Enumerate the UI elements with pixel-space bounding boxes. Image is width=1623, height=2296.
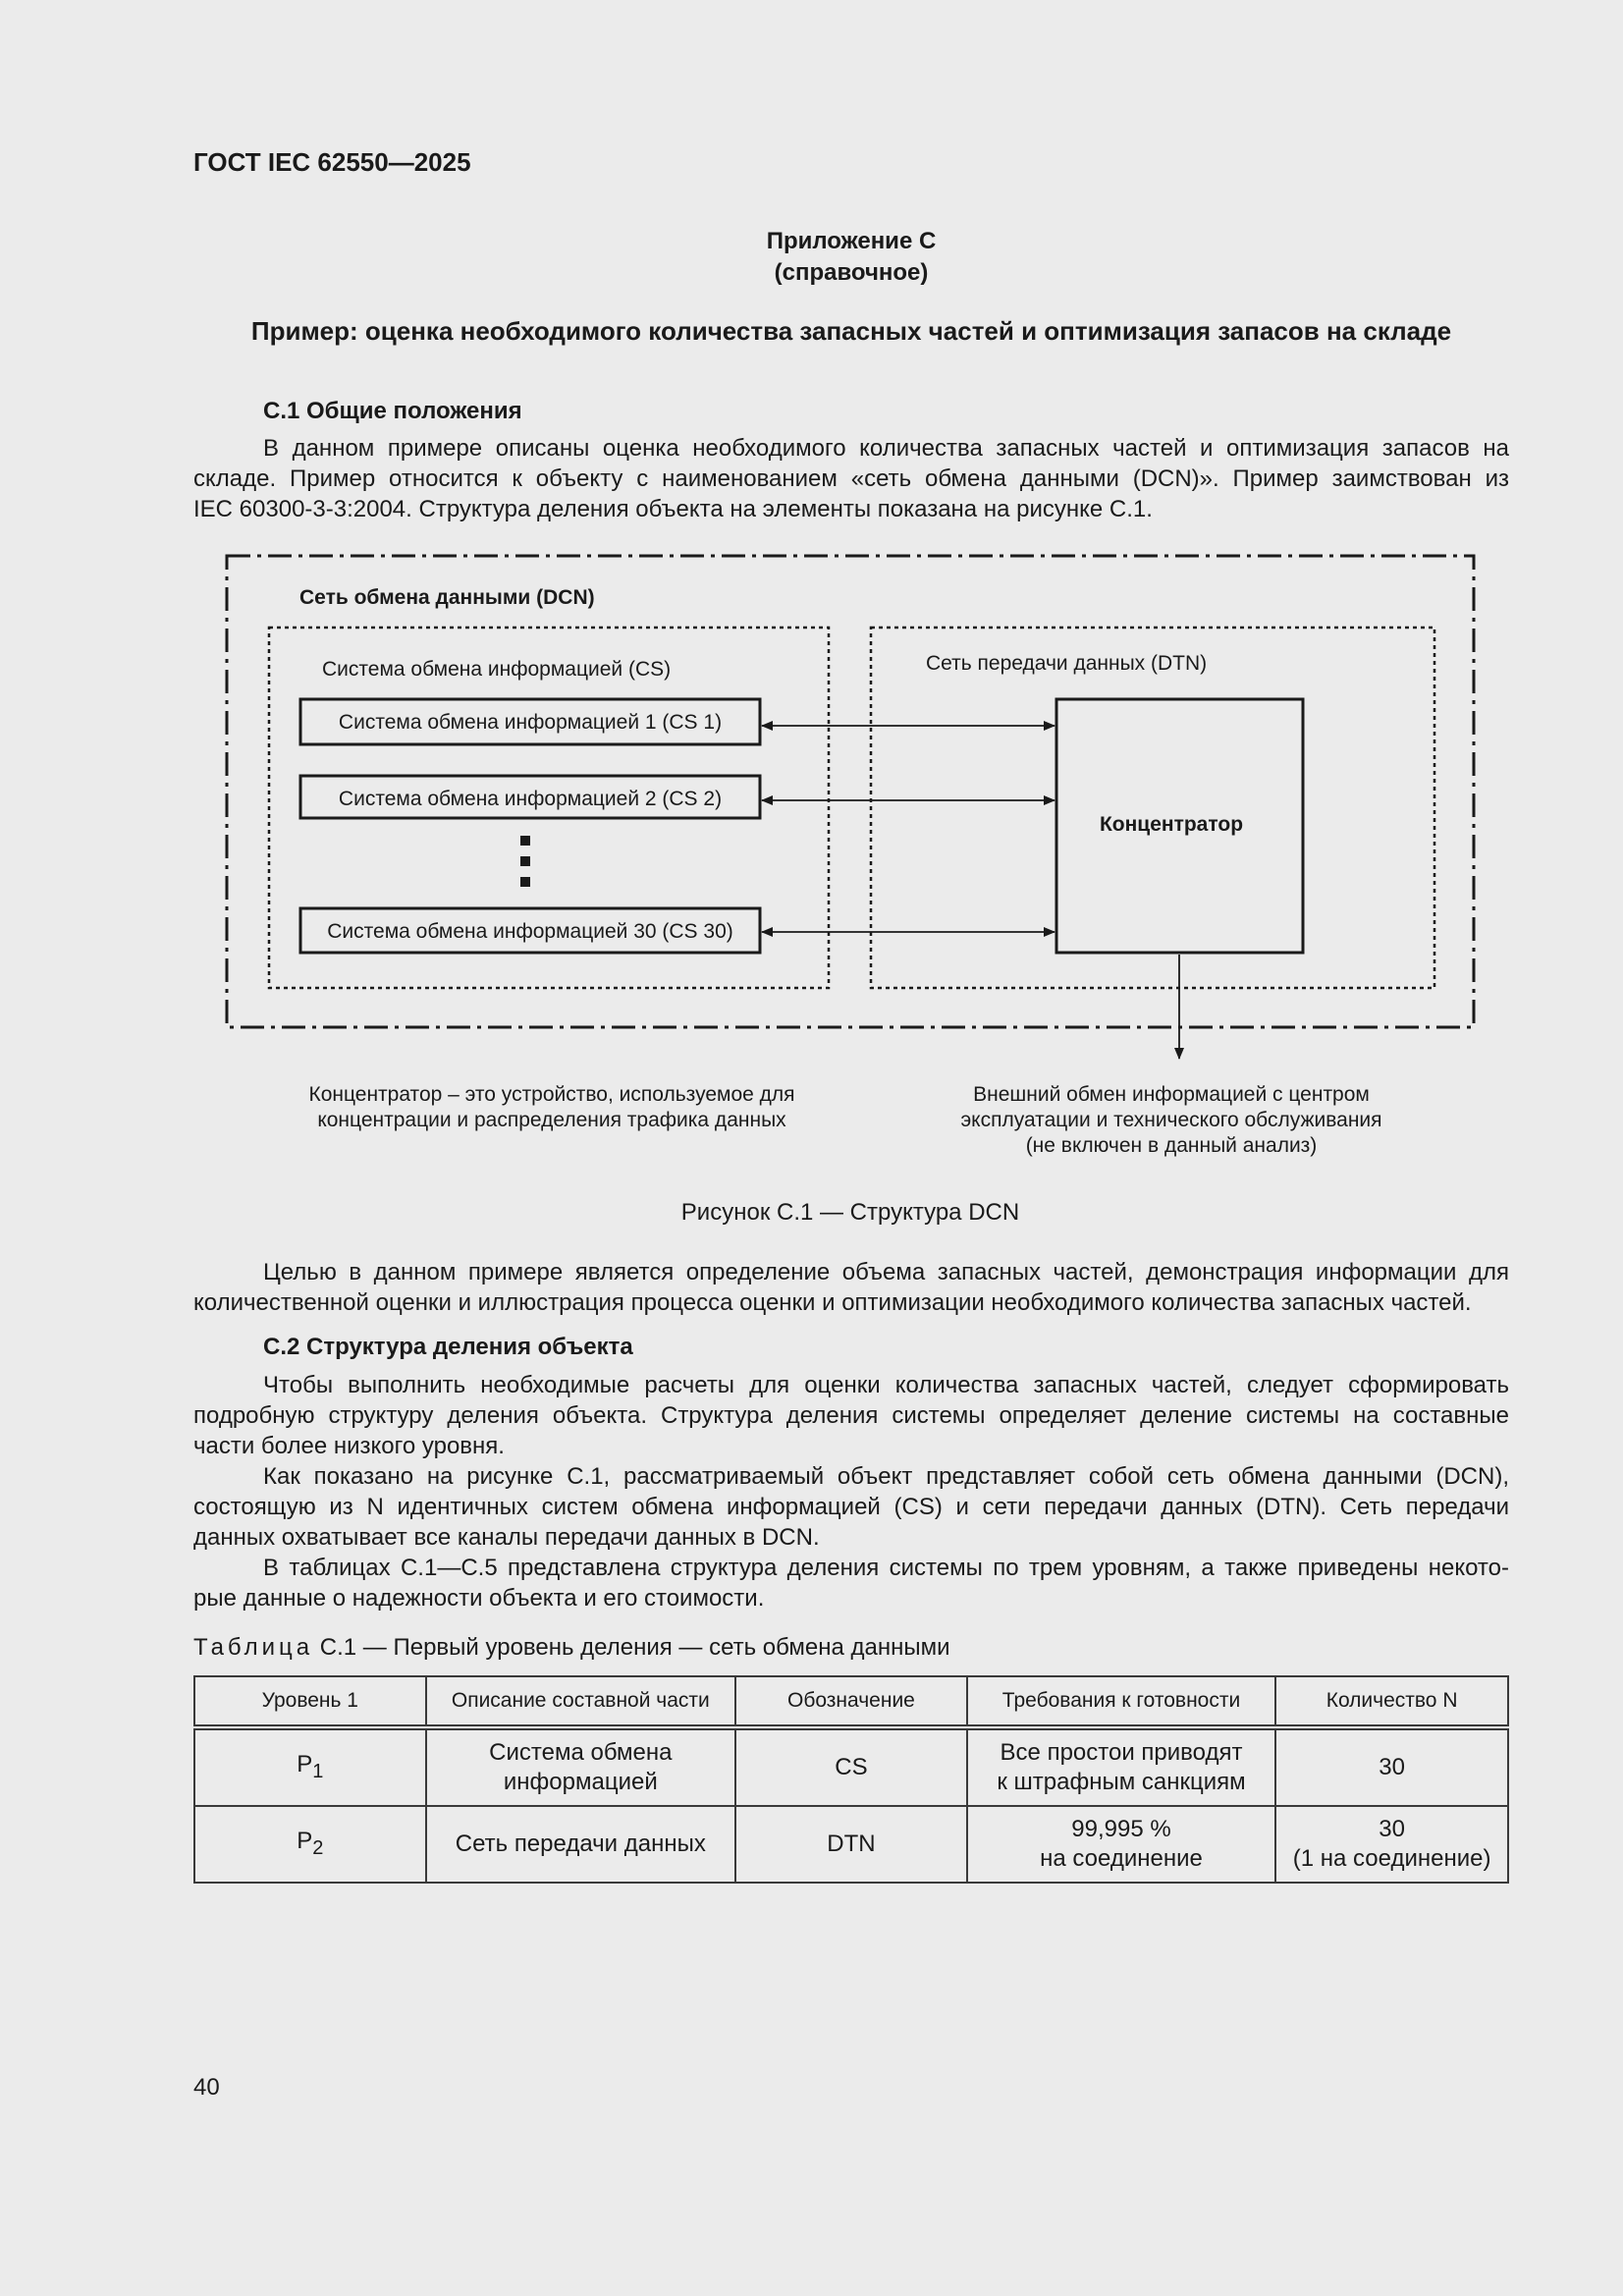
dtn-label: Сеть передачи данных (DTN) <box>926 652 1208 675</box>
table-header-row <box>194 1676 1508 1727</box>
table-header-cell: Требования к готовности <box>967 1676 1275 1727</box>
table-header-cell: Обозначение <box>735 1676 967 1727</box>
dtn-boundary <box>871 628 1434 988</box>
table-caption-text: С.1 — Первый уровень деления — сеть обмена данными <box>319 1634 950 1661</box>
section-c2-heading: С.2 Структура деления объекта <box>263 1334 633 1360</box>
cs1-label: Система обмена информацией 1 (CS 1) <box>338 711 723 734</box>
hub-label: Концентратор <box>1099 813 1244 836</box>
table-row <box>194 1806 1508 1883</box>
code-cell: CS <box>735 1727 967 1806</box>
table-caption <box>193 1634 949 1662</box>
paragraph-line: Целью в данном примере является определение объема запасных частей, демонстрация информации для <box>263 1259 1509 1285</box>
cs30-label: Система обмена информацией 30 (CS 30) <box>327 920 733 943</box>
paragraph-line: подробную структуру деления объекта. Структура деления системы определяет деление системы на составные <box>193 1402 1509 1429</box>
figure-caption: Рисунок С.1 — Структура DCN <box>680 1199 1020 1226</box>
ellipsis-dot <box>520 856 530 866</box>
ellipsis-dot <box>520 877 530 887</box>
description-cell: Сеть передачи данных <box>426 1806 736 1883</box>
description-cell: Система обмена информацией <box>426 1727 736 1806</box>
quantity-cell: 30 (1 на соединение) <box>1275 1806 1508 1883</box>
requirement-cell: Все простои приводят к штрафным санкциям <box>967 1727 1275 1806</box>
paragraph-line: Чтобы выполнить необходимые расчеты для оценки количества запасных частей, следует сформировать <box>263 1372 1509 1398</box>
table-header-cell: Количество N <box>1275 1676 1508 1727</box>
table-header-cell: Уровень 1 <box>194 1676 426 1727</box>
appendix-subtitle: (справочное) <box>774 259 929 286</box>
paragraph-line: Как показано на рисунке С.1, рассматриваемый объект представляет собой сеть обмена данными (DCN), <box>263 1463 1509 1490</box>
section-c1-heading: С.1 Общие положения <box>263 398 522 424</box>
quantity-cell: 30 <box>1275 1727 1508 1806</box>
external-note-line: эксплуатации и технического обслуживания <box>960 1109 1382 1131</box>
paragraph-line: В таблицах С.1—С.5 представлена структура деления системы по трем уровням, а также приведены некото- <box>263 1555 1509 1581</box>
paragraph-line: данных охватывает все каналы передачи данных в DCN. <box>193 1524 820 1551</box>
level-cell: $P_1$ <box>194 1727 426 1806</box>
goal-paragraph <box>193 1257 1509 1318</box>
paragraph-line: складе. Пример относится к объекту с наименованием «сеть обмена данными (DCN)». Пример заимствован из <box>193 465 1509 492</box>
level-cell: $P_2$ <box>194 1806 426 1883</box>
table-header-cell: Описание составной части <box>426 1676 736 1727</box>
paragraph-line: IEC 60300-3-3:2004. Структура деления объекта на элементы показана на рисунке С.1. <box>193 496 1153 522</box>
page-number: 40 <box>193 2074 220 2101</box>
paragraph-line: состоящую из N идентичных систем обмена информацией (CS) и сети передачи данных (DTN). Сеть передачи <box>193 1494 1509 1520</box>
paragraph-line: количественной оценки и иллюстрация процесса оценки и оптимизации необходимого количества запасных частей. <box>193 1289 1472 1316</box>
code-cell: DTN <box>735 1806 967 1883</box>
hub-note-line: Концентратор – это устройство, используемое для <box>308 1083 795 1106</box>
requirement-cell: 99,995 % на соединение <box>967 1806 1275 1883</box>
dcn-label: Сеть обмена данными (DCN) <box>299 586 595 609</box>
cs-group-label: Система обмена информацией (CS) <box>322 658 672 681</box>
cs2-label: Система обмена информацией 2 (CS 2) <box>338 788 723 810</box>
paragraph-line: части более низкого уровня. <box>193 1433 505 1459</box>
hub-note-line: концентрации и распределения трафика данных <box>317 1109 786 1131</box>
table-c1 <box>193 1675 1509 1884</box>
section-c2-paragraphs <box>193 1370 1509 1613</box>
appendix-title: Приложение С <box>766 228 937 254</box>
table-caption-prefix: Таблица <box>193 1634 314 1661</box>
document-header: ГОСТ IEC 62550—2025 <box>193 147 471 177</box>
external-note-line: Внешний обмен информацией с центром <box>973 1083 1370 1106</box>
paragraph-line: рые данные о надежности объекта и его стоимости. <box>193 1585 765 1612</box>
table-row <box>194 1727 1508 1806</box>
external-note-line: (не включен в данный анализ) <box>1025 1134 1318 1157</box>
main-title: Пример: оценка необходимого количества запасных частей и оптимизация запасов на складе <box>250 316 1452 346</box>
ellipsis-dot <box>520 836 530 846</box>
paragraph-line: В данном примере описаны оценка необходимого количества запасных частей и оптимизация запасов на <box>263 435 1509 462</box>
